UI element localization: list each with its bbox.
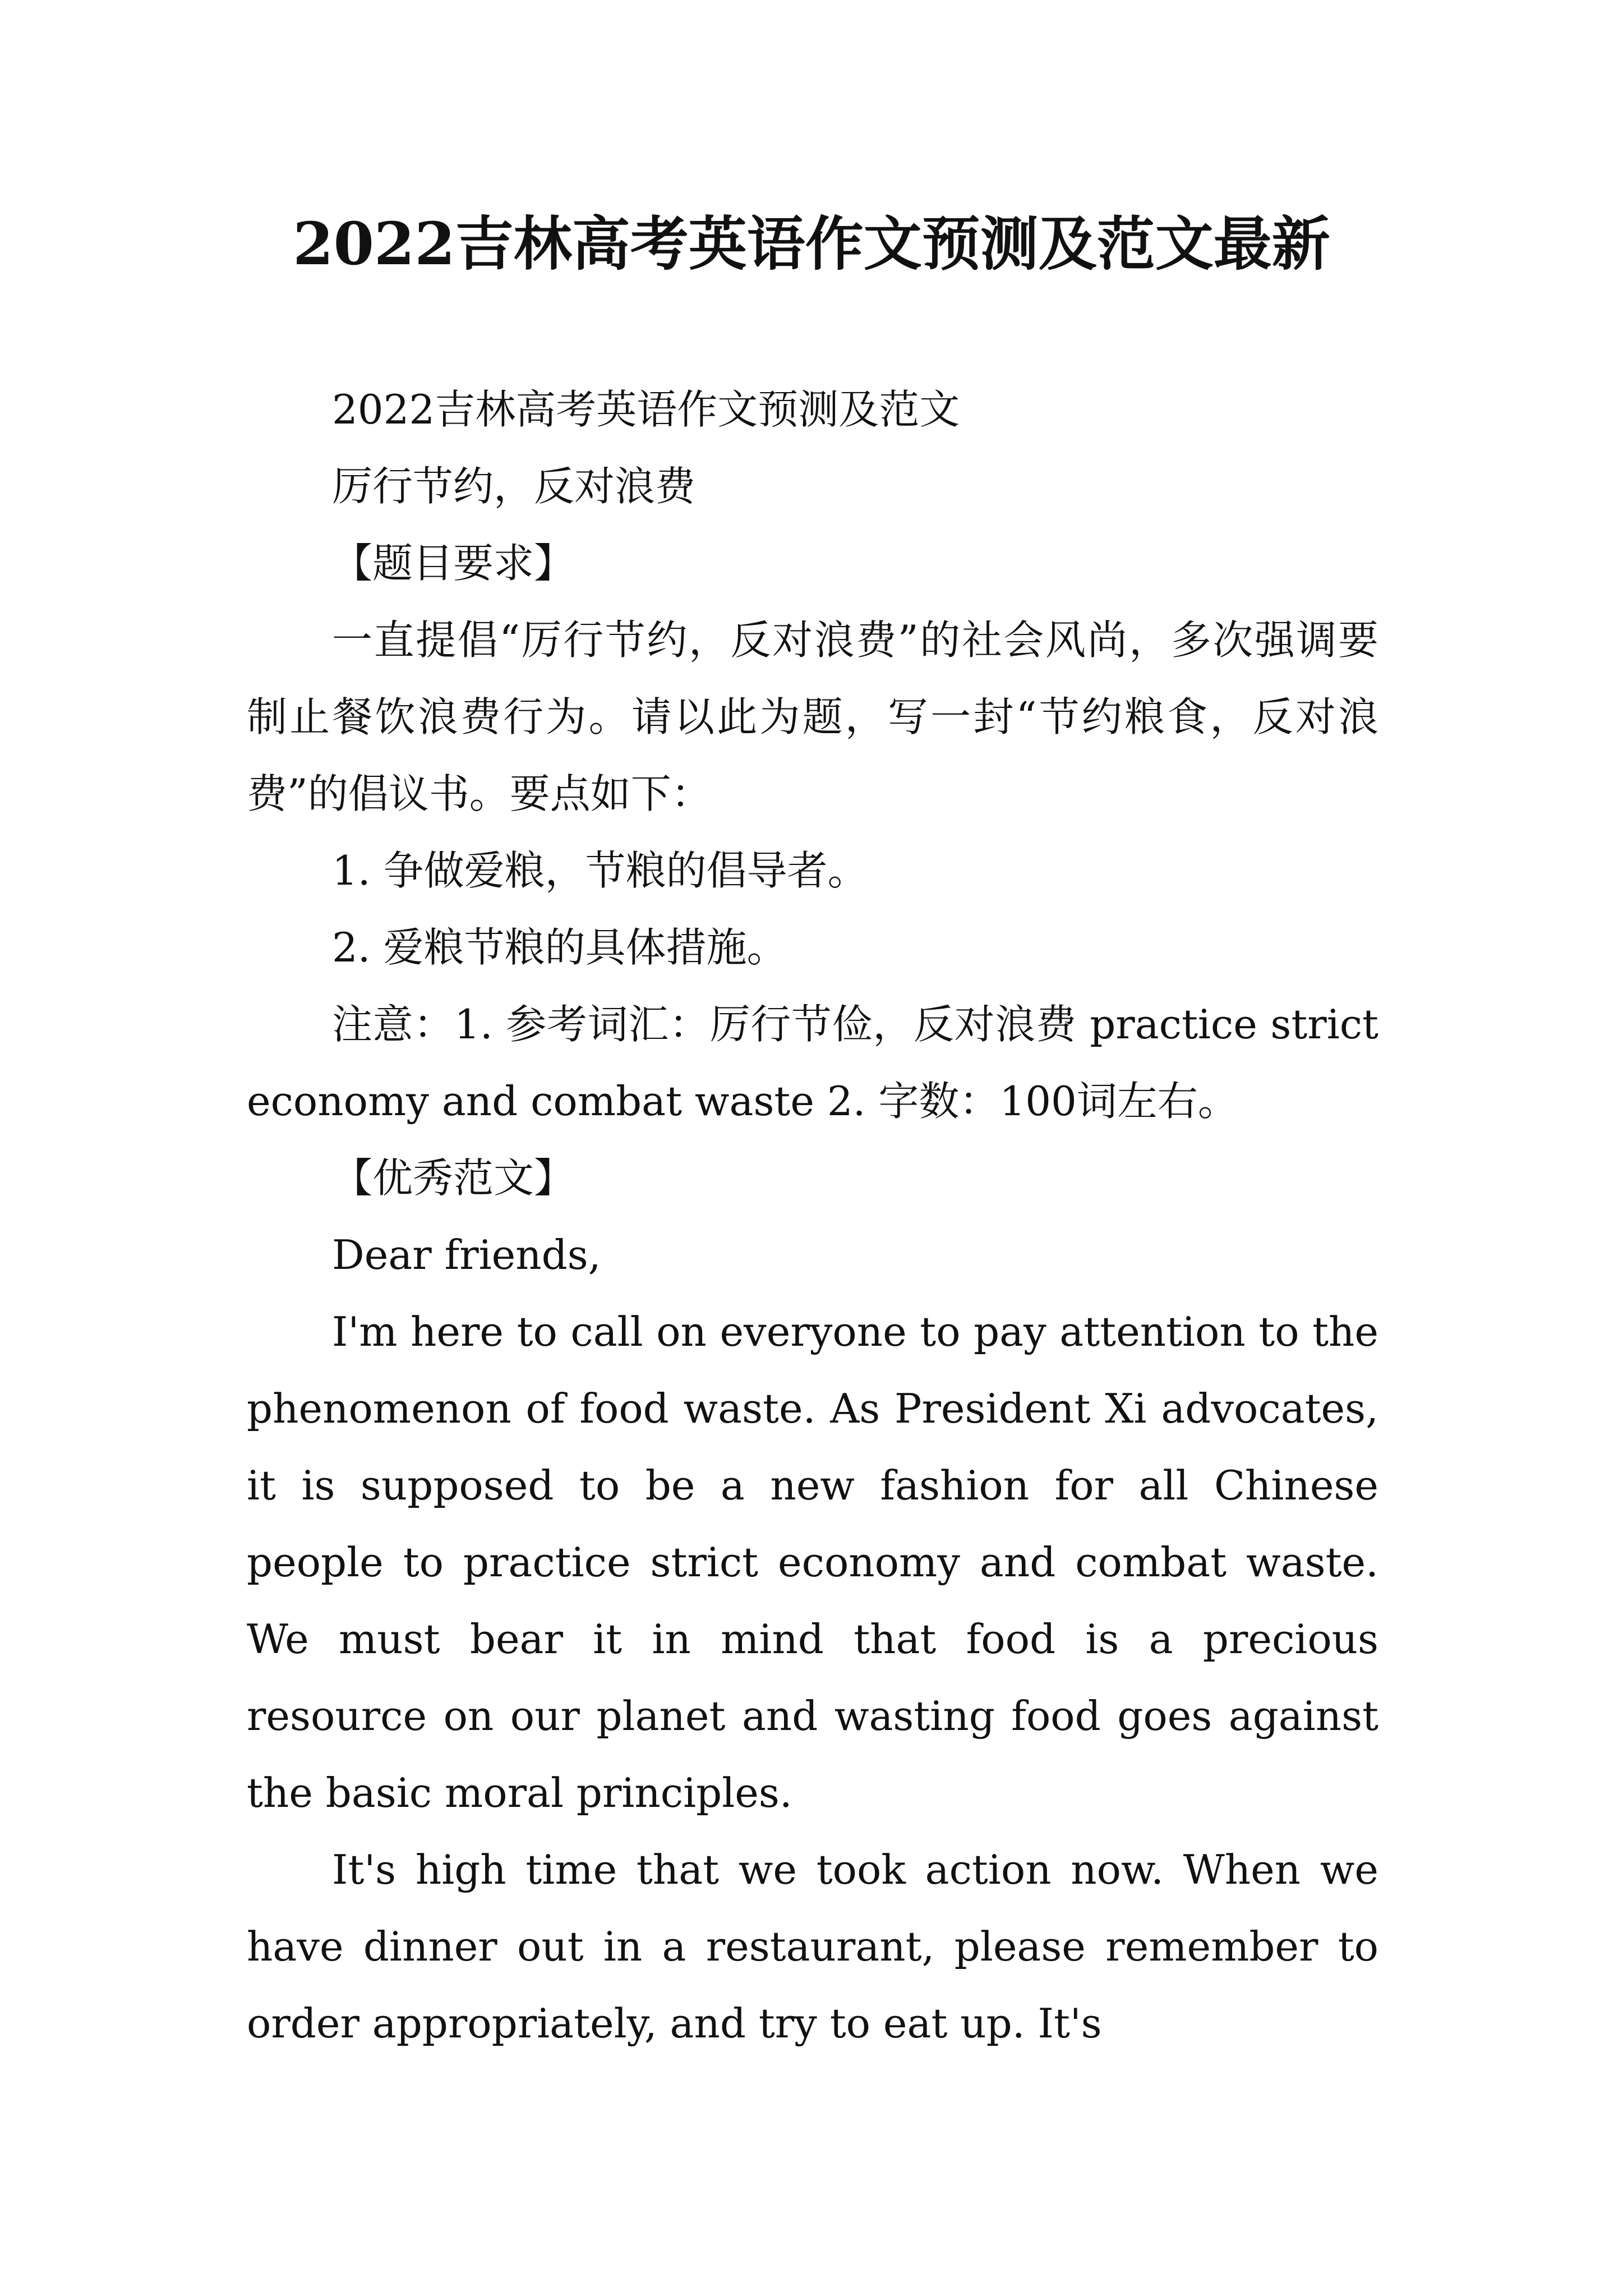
paragraph-essay-2: It's high time that we took action now. When we have dinner out in a restaurant, please remember to order appropriately, and try to eat up. It's: [247, 1846, 1378, 2047]
paragraph-sample-heading: 【优秀范文】: [332, 1154, 575, 1202]
document-title: 2022吉林高考英语作文预测及范文最新: [293, 209, 1330, 278]
paragraph-point-1: 1. 争做爱粮，节粮的倡导者。: [332, 847, 868, 894]
paragraph-point-2: 2. 爱粮节粮的具体措施。: [332, 924, 787, 971]
paragraph-salutation: Dear friends,: [332, 1231, 601, 1278]
paragraph-requirements: 一直提倡“厉行节约，反对浪费”的社会风尚，多次强调要制止餐饮浪费行为。请以此为题，写一封“节约粮食，反对浪费”的倡议书。要点如下：: [247, 616, 1378, 817]
document-body: [247, 371, 1378, 2062]
paragraph-subtitle: 2022吉林高考英语作文预测及范文: [332, 386, 960, 433]
paragraph-notes: 注意：1. 参考词汇：厉行节俭，反对浪费 practice strict economy and combat waste 2. 字数：100词左右。: [247, 1001, 1378, 1125]
paragraph-essay-1: I'm here to call on everyone to pay attention to the phenomenon of food waste. As President Xi advocates, it is supposed to be a new fashion for all Chinese people to practice strict economy and combat waste. We must bear it in mind that food is a precious resource on our planet and wasting food goes against the basic moral principles.: [247, 1308, 1378, 1816]
paragraph-topic: 厉行节约，反对浪费: [332, 463, 696, 510]
paragraph-requirements-heading: 【题目要求】: [332, 540, 575, 587]
